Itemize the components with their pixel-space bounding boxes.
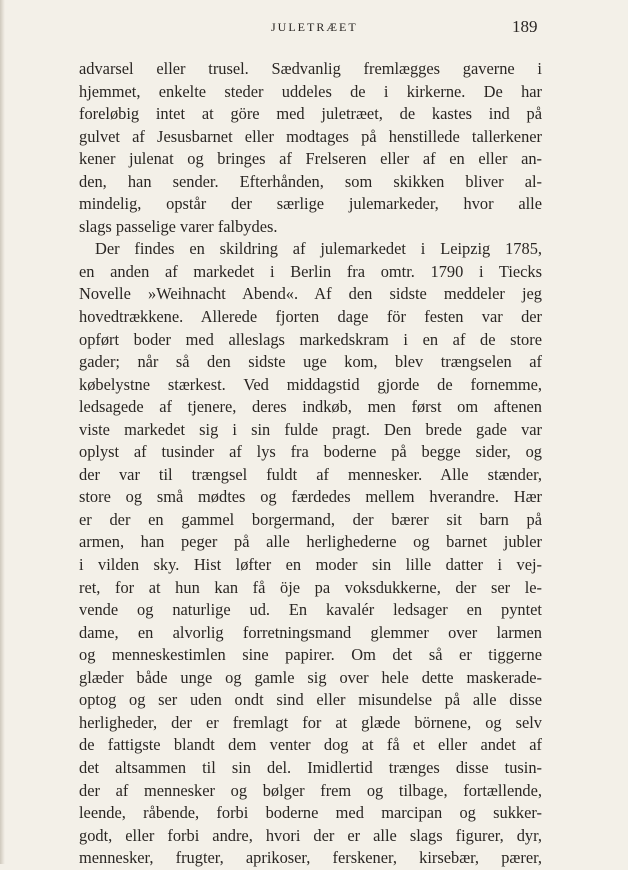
text-line: armen, han peger på alle herlighederne og barnet jubler (79, 532, 542, 552)
page-edge (0, 0, 5, 864)
text-line: glæder både unge og gamle sig over hele dette maskerade- (79, 667, 542, 687)
text-line: kener julenat og bringes af Frelseren eller af en eller an- (79, 149, 542, 169)
text-line: dame, en alvorlig forretningsmand glemmer over larmen (79, 622, 542, 642)
text-line: den, han sender. Efterhånden, som skikken bliver al- (79, 171, 542, 191)
text-line: leende, råbende, forbi boderne med marcipan og sukker- (79, 803, 542, 823)
text-line: advarsel eller trusel. Sædvanlig fremlægges gaverne i (79, 59, 542, 78)
body-text (79, 58, 542, 870)
text-line: slags passelige varer falbydes. (79, 216, 278, 236)
text-line: vende og naturlige ud. En kavalér ledsager en pyntet (79, 600, 542, 620)
text-line: Novelle »Weihnacht Abend«. Af den sidste meddeler jeg (79, 284, 542, 304)
text-line: store og små mødtes og færdedes mellem hverandre. Hær (79, 487, 542, 507)
text-line: ret, for at hun kan få öje pa voksdukkerne, der ser le- (79, 577, 542, 597)
text-line: foreløbig intet at göre med juletræet, de kastes ind på (79, 104, 542, 124)
text-line: en anden af markedet i Berlin fra omtr. 1790 i Tiecks (79, 261, 542, 281)
page-number: 189 (512, 17, 538, 36)
text-line: der var til trængsel fuldt af mennesker. Alle stænder, (79, 464, 542, 484)
text-line: opført boder med alleslags markedskram i en af de store (79, 329, 542, 349)
text-line: oplyst af tusinder af lys fra boderne på begge sider, og (79, 442, 542, 462)
text-line: mennesker, frugter, aprikoser, ferskener, kirsebær, pærer, (79, 848, 542, 868)
running-head: JULETRÆET (271, 20, 358, 34)
text-line: hjemmet, enkelte steder uddeles de i kirkerne. De har (79, 81, 542, 101)
text-line: gulvet af Jesusbarnet eller modtages på henstillede tallerkener (79, 126, 542, 146)
text-line: optog og ser uden ondt sind eller misundelse på alle disse (79, 690, 542, 710)
text-line: ledsagede af tjenere, deres indkøb, men først om aftenen (79, 397, 542, 417)
text-line: i vilden sky. Hist løfter en moder sin lille datter i vej- (79, 555, 542, 575)
text-line: er der en gammel borgermand, der bærer sit barn på (79, 509, 542, 529)
text-line: det altsammen til sin del. Imidlertid trænges disse tusin- (79, 757, 542, 777)
text-line: gader; når så den sidste uge kom, blev trængselen af (79, 352, 542, 372)
text-line: de fattigste blandt dem venter dog at få et eller andet af (79, 735, 542, 755)
text-line: der af mennesker og bølger frem og tilbage, fortællende, (79, 780, 542, 800)
text-line: godt, eller forbi andre, hvori der er alle slags figurer, dyr, (79, 825, 542, 845)
text-line: viste markedet sig i sin fulde pragt. Den brede gade var (79, 419, 542, 439)
text-line: mindelig, opstår der særlige julemarkeder, hvor alle (79, 194, 542, 214)
text-line: herligheder, der er fremlagt for at glæde börnene, og selv (79, 712, 542, 732)
text-line: Der findes en skildring af julemarkedet i Leipzig 1785, (95, 239, 542, 259)
text-line: og menneskestimlen sine papirer. Om det så er tiggerne (79, 645, 542, 665)
text-line: købelystne stærkest. Ved middagstid gjorde de fornemme, (79, 374, 542, 394)
text-line: hovedtrækkene. Allerede fjorten dage för festen var der (79, 307, 542, 327)
